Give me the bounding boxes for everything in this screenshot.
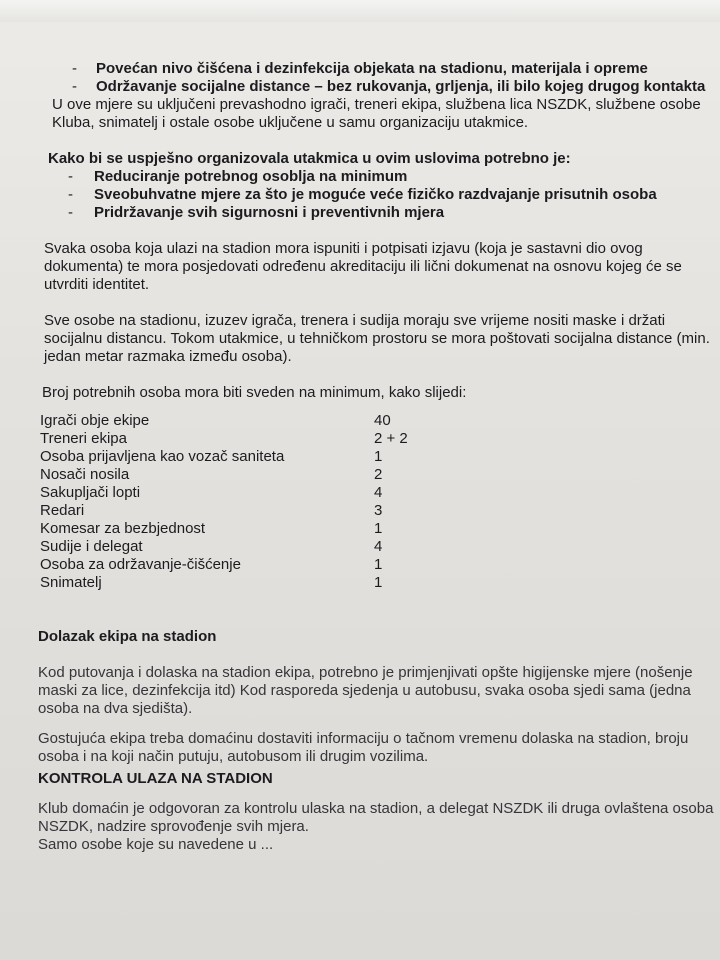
staff-count: 1 bbox=[374, 520, 383, 537]
staff-label: Osoba prijavljena kao vozač saniteta bbox=[40, 448, 285, 465]
table-row bbox=[40, 520, 600, 538]
table-row bbox=[40, 466, 600, 484]
staff-count: 2 bbox=[374, 466, 383, 483]
paragraph-included-persons: U ove mjere su uključeni prevashodno igrači, treneri ekipa, službena lica NSZDK, službene osobe Kluba, snimatelj i ostale osobe uključene u samu organizaciju utakmice. bbox=[52, 96, 701, 131]
paragraph-travel-hygiene: Kod putovanja i dolaska na stadion ekipa, potrebno je primjenjivati opšte higijenske mjere (nošenje maski za lice, dezinfekcija itd) Kod rasporeda sjedenja u autobusu, svaka osoba sjedi sama (jedna osoba na dva sjedišta). bbox=[38, 664, 693, 717]
staff-label: Treneri ekipa bbox=[40, 430, 127, 447]
organization-requirements-list bbox=[38, 168, 718, 222]
paragraph-guest-team-info: Gostujuća ekipa treba domaćinu dostaviti informaciju o tačnom vremenu dolaska na stadion, broju osoba i na koji način putuju, autobusom ili drugim vozilima. bbox=[38, 730, 689, 765]
paragraph-entry-control: Klub domaćin je odgovoran za kontrolu ulaska na stadion, a delegat NSZDK ili druga ovlaštena osoba NSZDK, nadzire sprovođenje svih mjera. bbox=[38, 800, 714, 835]
staff-count: 1 bbox=[374, 556, 383, 573]
heading-entry-control: KONTROLA ULAZA NA STADION bbox=[38, 770, 273, 787]
heading-team-arrival: Dolazak ekipa na stadion bbox=[38, 628, 217, 645]
paragraph-listed-persons: Samo osobe koje su navedene u ... bbox=[38, 836, 274, 853]
paragraph-staff-minimum: Broj potrebnih osoba mora biti sveden na minimum, kako slijedi: bbox=[42, 384, 467, 401]
staff-count: 40 bbox=[374, 412, 391, 429]
staff-count: 2 + 2 bbox=[374, 430, 408, 447]
list-item: - Pridržavanje svih sigurnosni i preventivnih mjera bbox=[38, 204, 718, 222]
staff-label: Sakupljači lopti bbox=[40, 484, 141, 501]
table-row bbox=[40, 556, 600, 574]
list-item: - Reduciranje potrebnog osoblja na minimum bbox=[38, 168, 718, 186]
table-row bbox=[40, 484, 600, 502]
staff-count: 4 bbox=[374, 484, 383, 501]
staff-count: 3 bbox=[374, 502, 383, 519]
staff-label: Osoba za održavanje-čišćenje bbox=[40, 556, 241, 573]
staff-label: Redari bbox=[40, 502, 85, 519]
table-row bbox=[40, 574, 600, 592]
staff-table bbox=[38, 412, 718, 602]
staff-label: Sudije i delegat bbox=[40, 538, 143, 555]
staff-label: Snimatelj bbox=[40, 574, 102, 591]
table-row bbox=[40, 448, 600, 466]
staff-label: Igrači obje ekipe bbox=[40, 412, 150, 429]
table-row bbox=[40, 430, 600, 448]
table-row bbox=[40, 538, 600, 556]
list-item: - Povećan nivo čišćena i dezinfekcija objekata na stadionu, materijala i opreme bbox=[38, 60, 718, 78]
paragraph-masks-distance: Sve osobe na stadionu, izuzev igrača, trenera i sudija moraju sve vrijeme nositi maske i držati socijalnu distancu. Tokom utakmice, u tehničkom prostoru se mora poštovati socijalna distance (min. jedan metar razmaka između osoba). bbox=[44, 312, 710, 365]
hygiene-measures-list bbox=[38, 60, 718, 96]
staff-count: 1 bbox=[374, 448, 383, 465]
list-item: - Sveobuhvatne mjere za što je moguće veće fizičko razdvajanje prisutnih osoba bbox=[38, 186, 718, 204]
heading-organization: Kako bi se uspješno organizovala utakmica u ovim uslovima potrebno je: bbox=[48, 150, 571, 167]
paragraph-entry-statement: Svaka osoba koja ulazi na stadion mora ispuniti i potpisati izjavu (koja je sastavni dio ovog dokumenta) te mora posjedovati određenu akreditaciju ili lični dokumenat na osnovu kojeg će se utvrditi identitet. bbox=[44, 240, 682, 293]
table-row bbox=[40, 502, 600, 520]
staff-count: 1 bbox=[374, 574, 383, 591]
staff-label: Komesar za bezbjednost bbox=[40, 520, 206, 537]
screen-top-bar bbox=[0, 0, 720, 22]
document-content bbox=[38, 60, 718, 854]
table-row bbox=[40, 412, 600, 430]
staff-count: 4 bbox=[374, 538, 383, 555]
staff-label: Nosači nosila bbox=[40, 466, 130, 483]
list-item: - Održavanje socijalne distance – bez rukovanja, grljenja, ili bilo kojeg drugog kontakta bbox=[38, 78, 718, 96]
